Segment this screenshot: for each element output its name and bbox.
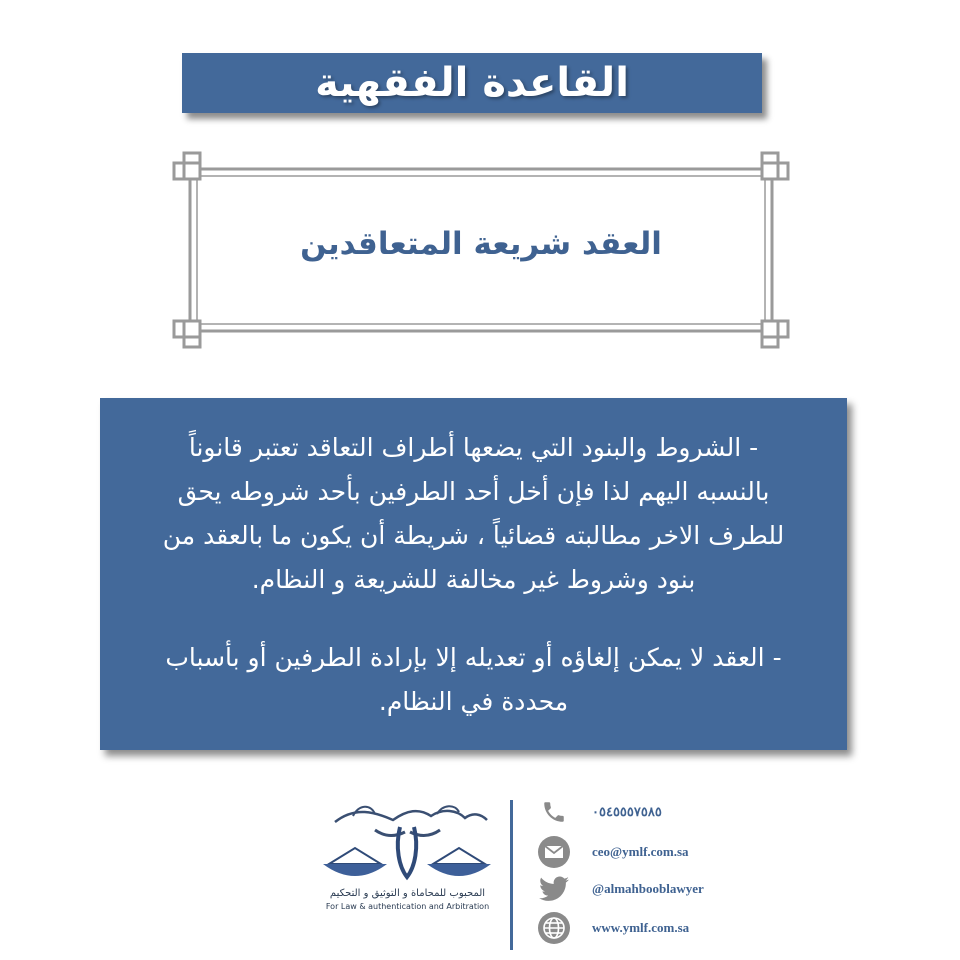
contact-email[interactable] <box>536 834 689 870</box>
footer <box>0 780 960 960</box>
firm-logo <box>315 792 500 942</box>
paragraph-modification: - العقد لا يمكن إلغاؤه أو تعديله إلا بإرادة الطرفين أو بأسباب محددة في النظام. <box>165 643 782 716</box>
logo-english-name: For Law & authentication and Arbitration <box>325 902 490 911</box>
email-address: ceo@ymlf.com.sa <box>592 844 689 859</box>
phone-icon <box>536 794 572 830</box>
scales-logo-icon <box>315 792 500 892</box>
contact-twitter[interactable] <box>536 871 704 907</box>
page-title: القاعدة الفقهية <box>315 60 629 106</box>
twitter-handle: @almahbooblawyer <box>592 881 704 896</box>
website-url: www.ymlf.com.sa <box>592 920 690 935</box>
email-icon <box>536 834 572 870</box>
footer-divider <box>510 800 513 950</box>
explanation-box <box>100 398 847 750</box>
globe-icon <box>536 910 572 946</box>
contact-phone[interactable] <box>536 794 662 830</box>
rule-frame <box>172 151 790 349</box>
contact-website[interactable] <box>536 910 689 946</box>
title-banner <box>182 53 762 113</box>
paragraph-conditions: - الشروط والبنود التي يضعها أطراف التعاقد تعتبر قانوناً بالنسبه اليهم لذا فإن أخل أحد الطرفين بأحد شروطه يحق للطرف الاخر مطالبته قضائياً ، شريطة أن يكون ما بالعقد من بنود وشروط غير مخالفة للشريعة و النظام. <box>162 433 785 594</box>
rule-text: العقد شريعة المتعاقدين <box>300 226 662 262</box>
twitter-icon <box>536 871 572 907</box>
logo-arabic-name: المحبوب للمحاماة و التوثيق و التحكيم <box>329 888 486 899</box>
phone-number: ٠٥٤٥٥٥٧٥٨٥ <box>592 804 662 819</box>
